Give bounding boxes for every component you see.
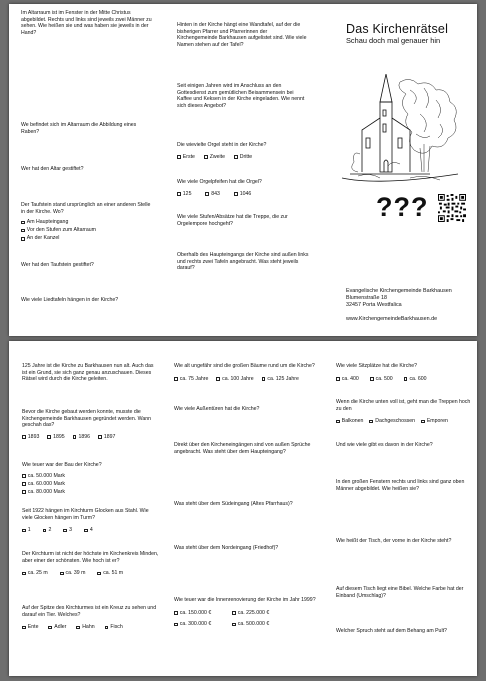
checkbox-icon[interactable]: [369, 420, 373, 424]
question-item: [22, 605, 160, 631]
checkbox-icon[interactable]: [48, 626, 52, 630]
answer-option[interactable]: 1046: [234, 191, 251, 198]
answer-option[interactable]: ca. 500.000 €: [232, 621, 274, 628]
question-text: Direkt über den Kircheneingängen sind von außen Sprüche angebracht. Was steht über dem Haupteingang?: [174, 442, 311, 455]
checkbox-icon[interactable]: [21, 221, 25, 225]
answer-option[interactable]: 843: [205, 191, 219, 198]
question-text: Wer hat den Taufstein gestiftet?: [21, 262, 94, 268]
checkbox-icon[interactable]: [177, 192, 181, 196]
question-item: [21, 297, 153, 304]
question-text: Wie teuer war die Innenrenovierung der Kirche im Jahr 1999?: [174, 597, 316, 603]
answer-option[interactable]: Erste: [177, 154, 195, 161]
question-text: Wer hat den Altar gestiftet?: [21, 166, 84, 172]
answer-option[interactable]: 1897: [98, 434, 115, 441]
parish-address: [346, 288, 452, 323]
checkbox-icon[interactable]: [336, 377, 340, 381]
answer-option[interactable]: ca. 125 Jahre: [262, 376, 299, 383]
question-text: Der Taufstein stand ursprünglich an einer anderen Stelle in der Kirche. Wo?: [21, 202, 151, 215]
checkbox-icon[interactable]: [232, 623, 236, 627]
answer-option[interactable]: ca. 51 m: [97, 570, 123, 577]
brochure-outer-page: [9, 4, 477, 336]
checkbox-icon[interactable]: [234, 155, 238, 159]
question-text: Welcher Spruch steht auf dem Behang am Pult?: [336, 628, 447, 634]
question-item: [336, 442, 472, 449]
answer-option[interactable]: Balkonen: [336, 418, 363, 425]
question-item: [336, 628, 472, 635]
question-item: [336, 399, 472, 425]
question-item: [177, 214, 309, 227]
answer-option[interactable]: 125: [177, 191, 191, 198]
address-city: 32457 Porta Westfalica: [346, 302, 402, 308]
answer-option[interactable]: ca. 300.000 €: [174, 621, 216, 628]
question-text: Wenn die Kirche unten voll ist, geht man die Treppen hoch zu den: [336, 399, 471, 412]
question-item: [336, 586, 472, 599]
question-item: [22, 462, 160, 495]
question-text: In den großen Fenstern rechts und links sind ganz oben Männer abgebildet. Wie heißen sie?: [336, 479, 465, 492]
answer-option[interactable]: Fisch: [105, 624, 123, 631]
checkbox-icon[interactable]: [232, 611, 236, 615]
question-item: [22, 409, 160, 440]
address-street: Blumenstraße 18: [346, 295, 388, 301]
answer-option[interactable]: ca. 600: [404, 376, 427, 383]
brochure-title: Das Kirchenrätsel: [346, 22, 449, 36]
answer-option[interactable]: ca. 100 Jahre: [216, 376, 253, 383]
checkbox-icon[interactable]: [22, 482, 26, 486]
checkbox-icon[interactable]: [22, 474, 26, 478]
inner-left-column: [22, 341, 160, 676]
answer-option[interactable]: 3: [63, 527, 72, 534]
answer-option[interactable]: ca. 500: [370, 376, 393, 383]
question-text: Wie viele Orgelpfeifen hat die Orgel?: [177, 179, 262, 185]
question-text: Wie teuer war der Bau der Kirche?: [22, 462, 102, 468]
website-link[interactable]: www.KirchengemeindeBarkhausen.de: [346, 316, 438, 322]
checkbox-icon[interactable]: [60, 572, 64, 576]
answer-option[interactable]: ca. 225.000 €: [232, 610, 274, 617]
checkbox-icon[interactable]: [97, 572, 101, 576]
question-text: Und wie viele gibt es davon in der Kirche?: [336, 442, 433, 448]
question-text: Der Kirchturm ist nicht der höchste im Kirchenkreis Minden, aber einer der schönsten. Wie hoch ist er?: [22, 551, 159, 564]
answer-option[interactable]: ca. 400: [336, 376, 359, 383]
answer-option[interactable]: 4: [84, 527, 93, 534]
question-text: We befindet sich im Altarraum die Abbildung eines Raben?: [21, 122, 137, 135]
answer-option[interactable]: Am Haupteingang: [21, 219, 153, 226]
cover-panel: [334, 4, 474, 336]
checkbox-icon[interactable]: [98, 435, 102, 439]
question-item: [174, 406, 324, 413]
question-text: Bevor die Kirche gebaut werden konnte, musste die Kirchengemeinde Barkhausen gegründet werden. Wann geschah das?: [22, 409, 152, 429]
checkbox-icon[interactable]: [370, 377, 374, 381]
checkbox-icon[interactable]: [174, 611, 178, 615]
question-text: Wie viele Außentüren hat die Kirche?: [174, 406, 260, 412]
answer-option[interactable]: Zweite: [204, 154, 225, 161]
question-text: Seit einigen Jahren wird im Anschluss an den Gottesdienst zum gemütlichen Beisammensein bei Kaffee und Keksen in der Kirche eingeladen. Wie nennt sich dieses Angebot?: [177, 83, 305, 109]
answer-option[interactable]: ca. 150.000 €: [174, 610, 216, 617]
checkbox-icon[interactable]: [262, 377, 266, 381]
question-item: [174, 363, 324, 382]
checkbox-icon[interactable]: [43, 529, 47, 533]
checkbox-icon[interactable]: [22, 529, 26, 533]
question-item: [174, 597, 324, 628]
question-item: [177, 142, 309, 160]
question-item: [22, 551, 160, 577]
question-item: [21, 166, 153, 173]
answer-option[interactable]: Dachgeschossen: [369, 418, 415, 425]
checkbox-icon[interactable]: [63, 529, 67, 533]
answer-option[interactable]: 1895: [47, 434, 64, 441]
outer-left-column: [21, 4, 153, 336]
brochure-subtitle: Schau doch mal genauer hin: [346, 36, 441, 45]
checkbox-icon[interactable]: [73, 435, 77, 439]
answer-option[interactable]: 2: [43, 527, 52, 534]
checkbox-icon[interactable]: [204, 155, 208, 159]
question-item: [177, 179, 309, 197]
question-item: [177, 83, 309, 109]
answer-option[interactable]: 1: [22, 527, 31, 534]
answer-option[interactable]: ca. 60.000 Mark: [22, 481, 160, 488]
answer-option[interactable]: Dritte: [234, 154, 252, 161]
checkbox-icon[interactable]: [22, 626, 26, 630]
answer-option[interactable]: Ente: [22, 624, 38, 631]
brochure-inner-page: [9, 341, 477, 676]
answer-option[interactable]: Adler: [48, 624, 66, 631]
question-item: [174, 442, 324, 455]
checkbox-icon[interactable]: [84, 529, 88, 533]
answer-option[interactable]: 1893: [22, 434, 39, 441]
question-text: Was steht über dem Nordeingang (Friedhof)?: [174, 545, 279, 551]
inner-right-column: [336, 341, 472, 676]
qr-code-icon: [438, 194, 466, 222]
answer-option[interactable]: Emporen: [421, 418, 448, 425]
question-text: Die wievielte Orgel steht in der Kirche?: [177, 142, 267, 148]
question-item: [177, 22, 309, 48]
checkbox-icon[interactable]: [336, 420, 340, 424]
answer-option[interactable]: ca. 50.000 Mark: [22, 473, 160, 480]
question-text: Seit 1922 hängen im Kirchturm Glocken aus Stahl. Wie viele Glocken hängen im Turm?: [22, 508, 149, 521]
checkbox-icon[interactable]: [22, 435, 26, 439]
question-marks: ???: [376, 192, 429, 222]
checkbox-icon[interactable]: [174, 623, 178, 627]
checkbox-icon[interactable]: [22, 572, 26, 576]
checkbox-icon[interactable]: [21, 237, 25, 241]
question-text: Auf diesem Tisch liegt eine Bibel. Welche Farbe hat der Einband (Umschlag)?: [336, 586, 464, 599]
inner-middle-column: [174, 341, 324, 676]
answer-option[interactable]: ca. 80.000 Mark: [22, 489, 160, 496]
intro-text: [22, 363, 160, 383]
question-item: [21, 262, 153, 269]
question-text: Hinten in der Kirche hängt eine Wandtafel, auf der die bisherigen Pfarrer und Pfarrerinnen der Kirchengemeinde Barkhausen aufgelistet sind. Wie viele Namen stehen auf der Tafel?: [177, 22, 307, 48]
checkbox-icon[interactable]: [174, 377, 178, 381]
question-text: Oberhalb des Haupteingangs der Kirche sind außen links und rechts zwei Tafeln angebracht. Was steht jeweils darauf?: [177, 252, 309, 272]
outer-middle-column: [177, 4, 309, 336]
checkbox-icon[interactable]: [205, 192, 209, 196]
question-text: Wie alt ungefähr sind die großen Bäume rund um die Kirche?: [174, 363, 315, 369]
question-item: [21, 10, 153, 36]
question-text: Im Altarraum ist im Fenster in der Mitte Christus abgebildet. Rechts und links sind jeweils zwei Männer zu sehen. Wie heißen sie und was haben sie jeweils in der Hand?: [21, 10, 152, 36]
question-text: Auf der Spitze des Kirchturmes ist ein Kreuz zu sehen und darauf ein Tier. Welches?: [22, 605, 157, 618]
answer-option[interactable]: Hahn: [76, 624, 94, 631]
question-item: [21, 122, 153, 135]
question-text: Wie viele Stufen/Absätze hat die Treppe, die zur Orgelempore hochgeht?: [177, 214, 288, 227]
question-text: Wie heißt der Tisch, der vorne in der Kirche steht?: [336, 538, 452, 544]
answer-option[interactable]: ca. 39 m: [60, 570, 86, 577]
question-item: [336, 479, 472, 492]
answer-option[interactable]: Vor den Stufen zum Altarraum: [21, 227, 153, 234]
question-text: Was steht über dem Südeingang (Altes Pfarrhaus)?: [174, 501, 293, 507]
answer-option[interactable]: ca. 25 m: [22, 570, 48, 577]
checkbox-icon[interactable]: [47, 435, 51, 439]
question-item: [174, 545, 324, 552]
question-item: [22, 508, 160, 534]
answer-option[interactable]: An der Kanzel: [21, 235, 153, 242]
checkbox-icon[interactable]: [234, 192, 238, 196]
checkbox-icon[interactable]: [177, 155, 181, 159]
checkbox-icon[interactable]: [21, 229, 25, 233]
answer-option[interactable]: 1896: [73, 434, 90, 441]
checkbox-icon[interactable]: [22, 490, 26, 494]
checkbox-icon[interactable]: [76, 626, 80, 630]
checkbox-icon[interactable]: [216, 377, 220, 381]
answer-option[interactable]: ca. 75 Jahre: [174, 376, 208, 383]
question-text: 125 Jahre ist die Kirche zu Barkhausen nun alt. Auch das ist ein Grund, sie sich ganz genau anzuschauen. Dieses Rätsel wird durch die Kirche geleiten.: [22, 363, 154, 383]
question-item: [177, 252, 309, 272]
checkbox-icon[interactable]: [421, 420, 425, 424]
parish-name: Evangelische Kirchengemeinde Barkhausen: [346, 288, 452, 294]
question-item: [21, 202, 153, 242]
checkbox-icon[interactable]: [105, 626, 109, 630]
church-sketch-icon: [340, 74, 462, 190]
question-item: [174, 501, 324, 508]
question-text: Wie viele Sitzplätze hat die Kirche?: [336, 363, 418, 369]
question-item: [336, 363, 472, 382]
question-text: Wie viele Liedtafeln hängen in der Kirche?: [21, 297, 119, 303]
question-item: [336, 538, 472, 545]
checkbox-icon[interactable]: [404, 377, 408, 381]
